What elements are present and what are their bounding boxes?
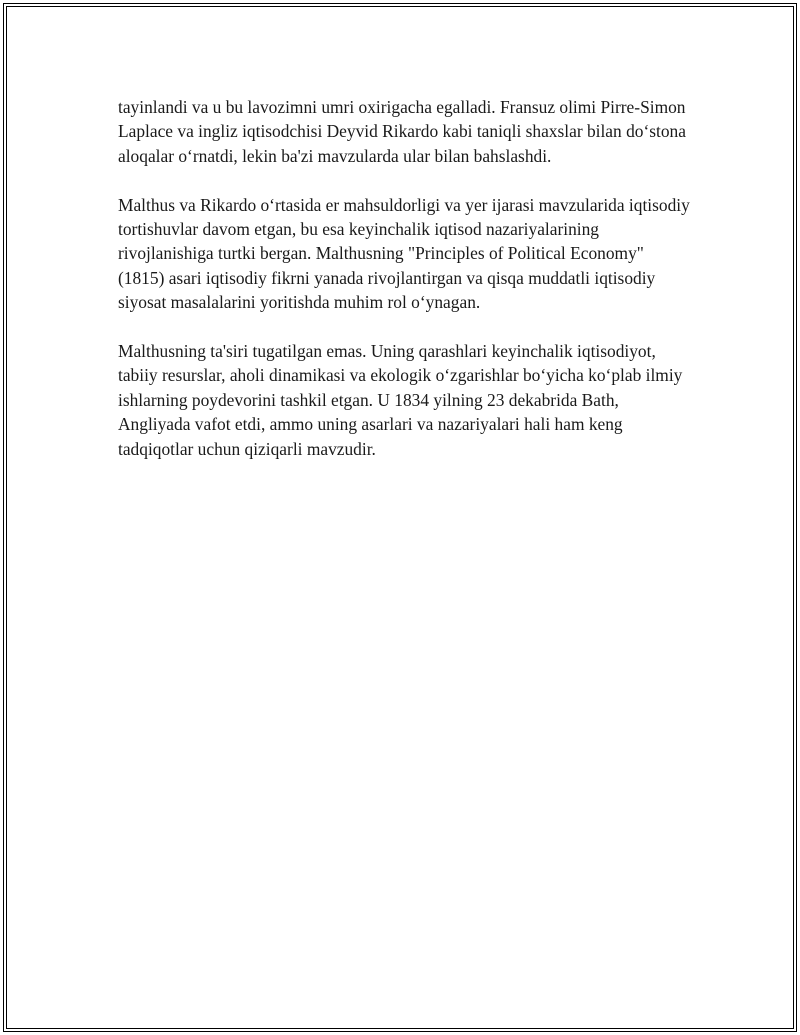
paragraph-2: Malthus va Rikardo o‘rtasida er mahsuldorligi va yer ijarasi mavzularida iqtisodiy tortishuvlar davom etgan, bu esa keyinchalik iqtisod nazariyalarining rivojlanishiga turtki bergan. Malthusning "Principles of Political Economy" (1815) asari iqtisodiy fikrni yanada rivojlantirgan va qisqa muddatli iqtisodiy siyosat masalalarini yoritishda muhim rol o‘ynagan. [118, 194, 690, 313]
paragraph-1: tayinlandi va u bu lavozimni umri oxirigacha egalladi. Fransuz olimi Pirre-Simon Laplace va ingliz iqtisodchisi Deyvid Rikardo kabi taniqli shaxslar bilan do‘stona aloqalar o‘rnatdi, lekin ba'zi mavzularda ular bilan bahslashdi. [118, 97, 686, 166]
document-body [118, 95, 690, 485]
paragraph-3: Malthusning ta'siri tugatilgan emas. Uning qarashlari keyinchalik iqtisodiyot, tabiiy resurslar, aholi dinamikasi va ekologik o‘zgarishlar bo‘yicha ko‘plab ilmiy ishlarning poydevorini tashkil etgan. U 1834 yilning 23 dekabrida Bath, Angliyada vafot etdi, ammo uning asarlari va nazariyalari hali ham keng tadqiqotlar uchun qiziqarli mavzudir. [118, 341, 683, 459]
